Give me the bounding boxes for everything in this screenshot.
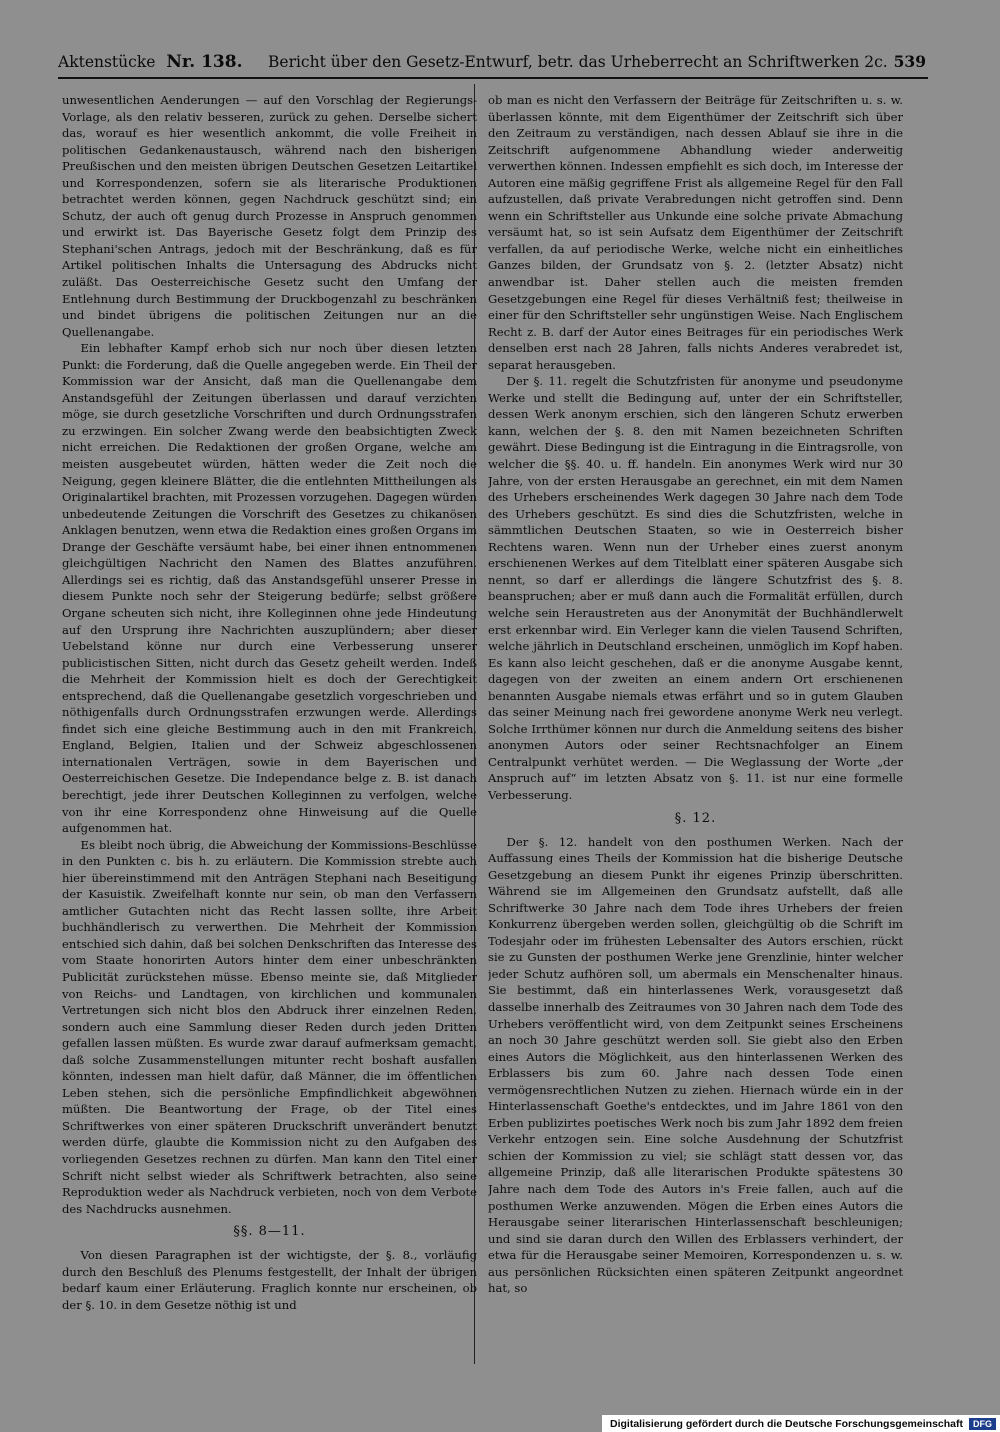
left-paragraph-1: unwesentlichen Aenderungen — auf den Vorschlag der Regierungs-Vorlage, als den relativ besseren, zurück zu gehen. Derselbe sichert das, worauf es hier wesentlich ankommt, die volle Freiheit in politischen Gedankenaustausch, während nach den bisherigen Preußischen und den meisten übrigen Deutschen Gesetzen Leitartikel und Korrespondenzen, sofern sie als literarische Produktionen betrachtet werden können, gegen Nachdruck geschützt sind; ein Schutz, der auch oft genug durch Prozesse in Anspruch genommen und erwirkt ist. Das Bayerische Gesetz folgt dem Prinzip des Stephani'schen Antrags, jedoch mit der Beschränkung, daß es für Artikel politischen Inhalts die Untersagung des Abdrucks nicht zuläßt. Das Oesterreichische Gesetz sucht den Umfang der Entlehnung durch Bestimmung der Druckbogenzahl zu beschränken und bindet übrigens die politischen Zeitungen nur an die Quellenangabe.	[62, 93, 477, 339]
right-paragraph-1: ob man es nicht den Verfassern der Beiträge für Zeitschriften u. s. w. überlassen könnte, mit dem Eigenthümer der Zeitschrift sich über den Zeitraum zu verständigen, nach dessen Ablauf sie ihre in die Zeitschrift aufgenommene Abhandlung wieder anderweitig verwerthen können. Indessen empfiehlt es sich doch, im Interesse der Autoren eine mäßig gegriffene Frist als allgemeine Regel für den Fall aufzustellen, daß private Verabredungen nicht getroffen sind. Denn wenn ein Schriftsteller aus Unkunde eine solche private Abmachung versäumt hat, so ist sein Aufsatz dem Eigenthümer der Zeitschrift verfallen, da auf periodische Werke, welche nicht ein einheitliches Ganzes bilden, der Grundsatz von §. 2. (letzter Absatz) nicht anwendbar ist. Daher stellen auch die meisten fremden Gesetzgebungen eine Regel für dieses Verhältniß fest; theilweise in einer für den Schriftsteller sehr ungünstigen Weise. Nach Englischem Recht z. B. darf der Autor eines Beitrages für ein periodisches Werk denselben erst nach 28 Jahren, falls nichts Anderes verabredet ist, separat herausgeben.	[488, 93, 903, 372]
left-column	[62, 92, 477, 1362]
document-number: Nr. 138.	[166, 52, 243, 72]
left-paragraph-2: Ein lebhafter Kampf erhob sich nur noch über diesen letzten Punkt: die Forderung, daß die Quelle angegeben werde. Ein Theil der Kommission war der Ansicht, daß man die Quellenangabe dem Anstandsgefühl der Zeitungen überlassen und darauf verzichten möge, sie durch gesetzliche Vorschriften und durch Ordnungsstrafen zu erzwingen. Ein solcher Zwang werde den beabsichtigten Zweck nicht erreichen. Die Redaktionen der großen Organe, welche am meisten ausgebeutet würden, hätten weder die Zeit noch die Neigung, gegen kleinere Blätter, die die entlehnten Mittheilungen als Originalartikel brachten, mit Prozessen vorzugehen. Dagegen würden unbedeutende Zeitungen die Vorschrift des Gesetzes zu chikanösen Anklagen benutzen, wenn etwa die Redaktion eines großen Organs im Drange der Geschäfte versäumt habe, bei einer ihnen entnommenen gleichgültigen Nachricht den Namen des Blattes anzuführen. Allerdings sei es richtig, daß das Anstandsgefühl unserer Presse in diesem Punkte noch sehr der Steigerung bedürfe; selbst größere Organe scheuten sich nicht, ihre Kolleginnen ohne jede Hindeutung auf den Ursprung ihre Nachrichten auszuplündern; aber dieser Uebelstand könne nur durch eine Verbesserung unserer publicistischen Sitten, nicht durch das Gesetz geheilt werden. Indeß die Mehrheit der Kommission hielt es doch der Gerechtigkeit entsprechend, daß die Quellenangabe gesetzlich vorgeschrieben und nöthigenfalls durch Ordnungsstrafen erzwungen werde. Allerdings findet sich eine gleiche Bestimmung auch in den mit Frankreich, England, Belgien, Italien und der Schweiz abgeschlossenen internationalen Verträgen, sowie in dem Bayerischen und Oesterreichischen Gesetze. Die Independance belge z. B. ist danach berechtigt, jede ihrer Deutschen Kolleginnen zu verfolgen, welche von ihr eine Korrespondenz ohne Hinweisung auf die Quelle aufgenommen hat.	[62, 341, 477, 836]
page-number: 539	[893, 52, 926, 71]
section-heading-8-11: §§. 8—11.	[233, 1224, 306, 1240]
footer-text: Digitalisierung gefördert durch die Deutsche Forschungsgemeinschaft	[610, 1417, 963, 1430]
right-column	[488, 92, 903, 1362]
right-paragraph-3: Der §. 12. handelt von den posthumen Werken. Nach der Auffassung eines Theils der Kommission hat die bisherige Deutsche Gesetzgebung an diesem Punkt ihr eigenes Prinzip überschritten. Während sie im Allgemeinen den Grundsatz aufstellt, daß alle Schriftwerke 30 Jahre nach dem Tode ihres Urhebers der freien Konkurrenz übergeben werden sollen, gleichgültig ob die Schrift im Todesjahr oder im frühesten Lebensalter des Autors erschien, rückt sie zu Gunsten der posthumen Werke jene Grenzlinie, hinter welcher jeder Schutz aufhören soll, um abermals ein Menschenalter hinaus. Sie bestimmt, daß ein hinterlassenes Werk, vorausgesetzt daß dasselbe innerhalb des Zeitraumes von 30 Jahren nach dem Tode des Urhebers veröffentlicht wird, von dem Zeitpunkt seines Erscheinens an noch 30 Jahre geschützt werden soll. Sie giebt also den Erben eines Autors die Möglichkeit, aus den hinterlassenen Werken des Erblassers bis zum 60. Jahre nach dessen Tode einen vermögensrechtlichen Nutzen zu ziehen. Hiernach würde ein in der Hinterlassenschaft Goethe's entdecktes, und im Jahre 1861 von den Erben publizirtes poetisches Werk noch bis zum Jahr 1892 dem freien Verkehr entzogen sein. Eine solche Ausdehnung der Schutzfrist schien der Kommission zu viel; sie schlägt statt dessen vor, das allgemeine Prinzip, daß alle literarischen Produkte spätestens 30 Jahre nach dem Tode des Autors in's Freie fallen, auch auf die posthumen Werke anzuwenden. Mögen die Erben eines Autors die Herausgabe seiner literarischen Hinterlassenschaft beschleunigen; und sind sie daran durch den Willen des Erblassers verhindert, der etwa für die Herausgabe seiner Memoiren, Korrespondenzen u. s. w. aus persönlichen Rücksichten einen späteren Zeitpunkt angeordnet hat, so	[488, 834, 903, 1296]
left-paragraph-3: Es bleibt noch übrig, die Abweichung der Kommissions-Beschlüsse in den Punkten c. bis h. zu erläutern. Die Kommission strebte auch hier übereinstimmend mit den Anträgen Stephani nach Beseitigung der Kasuistik. Zweifelhaft konnte nur sein, ob man den Verfassern amtlicher Gutachten nicht das Recht lassen sollte, ihre Arbeit buchhändlerisch zu verwerthen. Die Mehrheit der Kommission entschied sich dahin, daß bei solchen Denkschriften das Interesse des vom Staate honorirten Autors hinter dem einer unbeschränkten Publicität zurückstehen müsse. Ebenso meinte sie, daß Mitglieder von Reichs- und Landtagen, von kirchlichen und kommunalen Vertretungen sich nicht blos den Abdruck ihrer einzelnen Reden, sondern auch eine Sammlung dieser Reden durch jeden Dritten gefallen lassen müßten. Es wurde zwar darauf aufmerksam gemacht, daß solche Zusammenstellungen mitunter recht boshaft ausfallen könnten, indessen man hielt dafür, daß Männer, die im öffentlichen Leben stehen, sich die persönliche Empfindlichkeit abgewöhnen müßten. Die Beantwortung der Frage, ob der Titel eines Schriftwerkes von einer späteren Druckschrift unverändert benutzt werden dürfe, glaubte die Kommission nicht zu den Aufgaben des vorliegenden Gesetzes rechnen zu dürfen. Man kann den Titel einer Schrift nicht selbst wieder als Schriftwerk betrachten, also seine Reproduktion weder als Nachdruck verbieten, noch von dem Verbote des Nachdrucks ausnehmen.	[62, 837, 477, 1216]
running-header	[58, 49, 926, 75]
right-paragraph-2: Der §. 11. regelt die Schutzfristen für anonyme und pseudonyme Werke und stellt die Bedingung auf, unter der ein Schriftsteller, dessen Werk anonym erschien, sich den längeren Schutz erwerben kann, welchen der §. 8. den mit Namen bezeichneten Schriften gewährt. Diese Bedingung ist die Eintragung in die Eintragsrolle, von welcher die §§. 40. u. ff. handeln. Ein anonymes Werk wird nur 30 Jahre, von der ersten Herausgabe an gerechnet, ein mit dem Namen des Urhebers erscheinendes Werk dagegen 30 Jahre nach dem Tode des Urhebers geschützt. Es sind dies die Schutzfristen, welche in sämmtlichen Deutschen Staaten, so wie in Oesterreich bisher Rechtens waren. Wenn nun der Urheber eines zuerst anonym erschienenen Werkes auf dem Titelblatt einer späteren Ausgabe sich nennt, so darf er allerdings die längere Schutzfrist des §. 8. beanspruchen; aber er muß dann auch die Formalität erfüllen, durch welche sein Heraustreten aus der Anonymität der Buchhändlerwelt erst erkennbar wird. Ein Verleger kann die vielen Tausend Schriften, welche jährlich in Deutschland erscheinen, unmöglich im Kopf haben. Es kann also leicht geschehen, daß er die anonyme Ausgabe kennt, dagegen von der zweiten an einem andern Ort erschienenen benannten Ausgabe niemals etwas erfährt und so in gutem Glauben das seiner Meinung nach frei gewordene anonyme Werk neu verlegt. Solche Irrthümer können nur durch die Anmeldung seitens des bisher anonymen Autors oder seiner Rechtsnachfolger an Einem Centralpunkt verhütet werden. — Die Weglassung der Worte „der Anspruch auf“ im letzten Absatz von §. 11. ist nur eine formelle Verbesserung.	[488, 374, 903, 802]
aktenstueck-label: Aktenstücke	[58, 53, 156, 71]
dfg-logo: DFG	[969, 1418, 996, 1430]
header-left	[58, 49, 249, 75]
left-paragraph-4: Von diesen Paragraphen ist der wichtigste, der §. 8., vorläufig durch den Beschluß des Plenums festgestellt, der Inhalt der übrigen bedarf kaum einer Erläuterung. Fraglich konnte nur erscheinen, ob der §. 10. in dem Gesetze nöthig ist und	[62, 1248, 477, 1312]
header-rule	[58, 77, 928, 79]
section-heading-12: §. 12.	[674, 810, 717, 826]
header-title: Bericht über den Gesetz-Entwurf, betr. das Urheberrecht an Schriftwerken 2c.	[268, 53, 888, 71]
digitization-footer	[602, 1415, 1000, 1432]
